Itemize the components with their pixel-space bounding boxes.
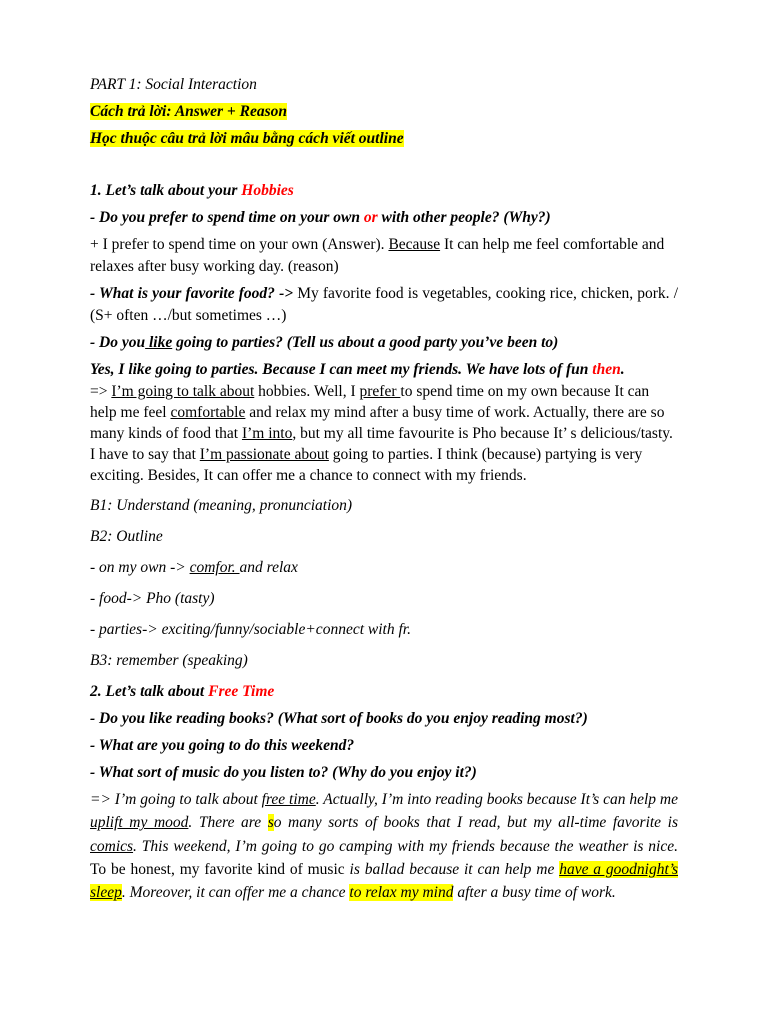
sample-text: and relax my mind after a busy time of work. Actually, there are so many kinds of food that: [90, 404, 665, 442]
sample-phrase: prefer: [359, 383, 401, 400]
sample-text: . There are: [188, 814, 268, 832]
sample-phrase: I’m going to talk about: [111, 383, 255, 400]
answer-end: .: [620, 361, 625, 378]
question-part: with other people? (Why?): [377, 209, 551, 226]
sample-text: . This weekend, I’m going to go camping with my friends because the weather is nice.: [133, 837, 678, 855]
highlighted-phrase: have a goodnight’s sleep: [90, 860, 678, 902]
outline-item: - parties-> exciting/funny/sociable+connect with fr.: [90, 621, 411, 638]
heading-prefix: 2. Let’s talk about: [90, 683, 209, 700]
question-music: - What sort of music do you listen to? (Why do you enjoy it?): [90, 764, 477, 781]
sample-answer-hobbies: [90, 381, 678, 486]
document-page: [90, 74, 678, 904]
question-reading: - Do you like reading books? (What sort of books do you enjoy reading most?): [90, 710, 588, 727]
food-question: - What is your favorite food? ->: [90, 285, 294, 302]
highlighted-phrase: to relax my mind: [349, 884, 454, 902]
howto-outline: [90, 128, 678, 150]
sample-phrase: uplift my mood: [90, 814, 189, 832]
sample-text: =>: [90, 383, 112, 400]
highlighted-letter: s: [267, 814, 274, 832]
sample-phrase: comics: [90, 837, 134, 855]
question-part: going to parties? (Tell us about a good party you’ve been to): [172, 334, 559, 351]
answer-part: + I prefer to spend time on your own (Answer).: [90, 236, 389, 253]
answer-parties: [90, 359, 678, 381]
sample-text: , but my all time favourite is Pho because It’ s delicious/tasty. I have to say that: [90, 425, 673, 463]
sample-text: is ballad because it can help me: [349, 860, 560, 878]
step-b2: B2: Outline: [90, 528, 163, 545]
sample-answer-free-time: [90, 788, 678, 904]
heading-topic: Free Time: [208, 683, 275, 700]
outline-item: - food-> Pho (tasty): [90, 590, 215, 607]
sample-text: hobbies. Well, I: [254, 383, 360, 400]
question-like: like: [145, 334, 173, 351]
outline-underlined: comfor.: [189, 559, 240, 576]
step-b3: B3: remember (speaking): [90, 652, 248, 669]
sample-phrase: I’m into: [241, 425, 293, 442]
sample-text: going to parties. I think (because) partying is very exciting. Besides, It can offer me a chance to connect with my friends.: [90, 446, 643, 484]
outline-item: [90, 557, 678, 579]
sample-text: . Actually, I’m into reading books because It’s can help me: [315, 791, 678, 808]
sample-phrase: free time: [261, 791, 316, 808]
step-b1: B1: Understand (meaning, pronunciation): [90, 497, 353, 514]
howto-answer: [90, 101, 678, 123]
question-or: or: [363, 209, 378, 226]
outline-text: - on my own ->: [90, 559, 190, 576]
answer-because: Because: [388, 236, 441, 253]
howto-outline-text: Học thuộc câu trả lời mâu bằng cách viết outline: [90, 130, 404, 147]
food-answer: My favorite food is vegetables, cooking rice, chicken, pork. / (S+ often …/but sometimes …): [90, 285, 678, 324]
question-part: - Do you: [90, 334, 146, 351]
heading-topic: Hobbies: [241, 182, 294, 199]
answer-then: then: [592, 361, 621, 378]
question-part: - Do you prefer to spend time on your own: [90, 209, 364, 226]
outline-text: and relax: [239, 559, 298, 576]
question-parties: [90, 332, 678, 354]
part-title: PART 1: Social Interaction: [90, 76, 257, 93]
sample-phrase: I’m passionate about: [199, 446, 329, 463]
howto-answer-text: Cách trả lời: Answer + Reason: [90, 103, 288, 120]
sample-text: to spend time on my own because It can help me feel: [90, 383, 650, 421]
sample-text: after a busy time of work.: [453, 884, 616, 902]
food-qa: [90, 283, 678, 327]
answer-own-time: [90, 234, 678, 278]
sample-text-upright: To be honest, my favorite kind of music: [90, 860, 350, 878]
sample-text: o many sorts of books that I read, but my all-time favorite is: [273, 814, 678, 832]
section-heading-hobbies: [90, 180, 678, 202]
section-heading-free-time: [90, 681, 678, 703]
answer-part: It can help me feel comfortable and relaxes after busy working day. (reason): [90, 236, 665, 275]
question-own-time: [90, 207, 678, 229]
heading-prefix: 1. Let’s talk about your: [90, 182, 242, 199]
question-weekend: - What are you going to do this weekend?: [90, 737, 355, 754]
sample-phrase: comfortable: [170, 404, 246, 421]
sample-text: => I’m going to talk about: [90, 791, 262, 808]
answer-part: Yes, I like going to parties. Because I can meet my friends. We have lots of fun: [90, 361, 593, 378]
sample-text: . Moreover, it can offer me a chance: [121, 884, 350, 902]
